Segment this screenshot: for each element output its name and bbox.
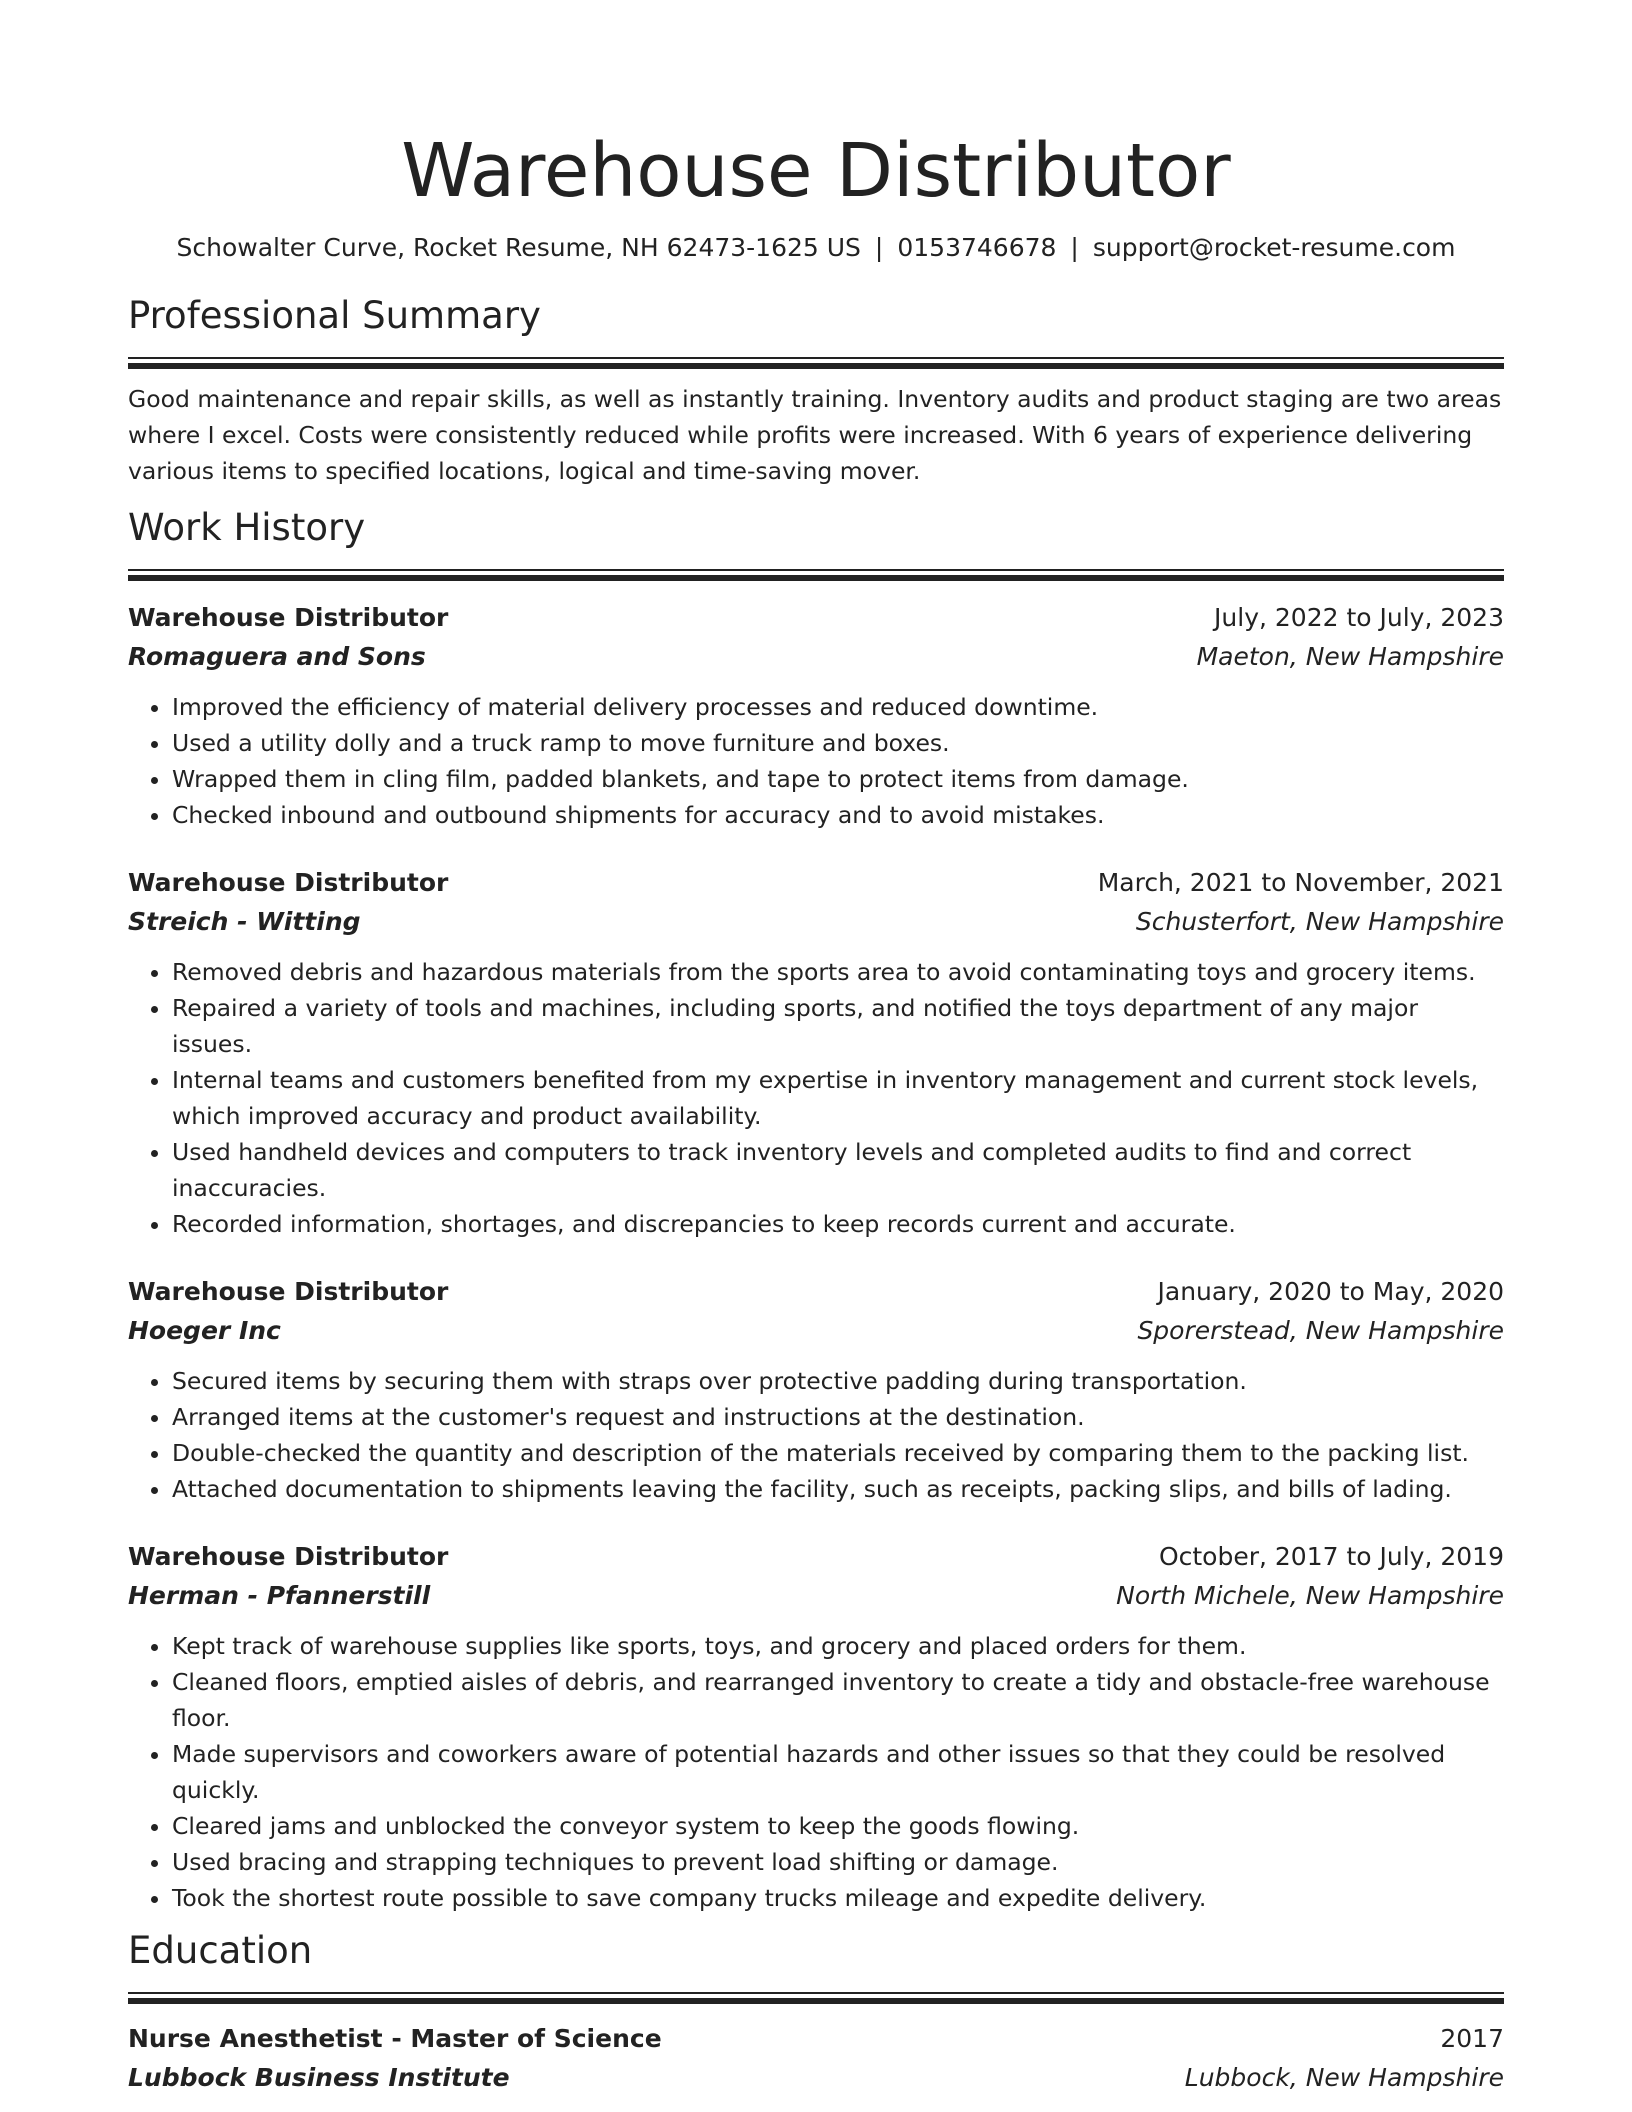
job-dates: January, 2020 to May, 2020 [1157,1277,1504,1306]
job-company: Romaguera and Sons [128,642,426,671]
job-company-row [128,1576,1504,1616]
education-entry [128,2020,1504,2098]
job-bullet: • Checked inbound and outbound shipments for accuracy and to avoid mistakes. [172,797,1504,833]
job-bullet: • Removed debris and hazardous materials from the sports area to avoid contaminating toys and grocery items. [172,954,1504,990]
job-title: Warehouse Distributor [128,1277,449,1306]
education-header-row [128,2020,1504,2058]
job-bullet: • Kept track of warehouse supplies like sports, toys, and grocery and placed orders for them. [172,1628,1504,1664]
contact-separator: | [874,233,884,262]
summary-text: Good maintenance and repair skills, as well as instantly training. Inventory audits and product staging are two areas where I excel. Costs were consistently reduced while profits were increased. With 6 years of experience delivering various items to specified locations, logical and time-saving mover. [128,385,1502,485]
section-title-work-history: Work History [128,506,366,549]
job-header-row [128,864,1504,902]
education-year: 2017 [1440,2024,1504,2053]
contact-address: Schowalter Curve, Rocket Resume, NH 62473-1625 US [176,233,861,262]
job-company-row [128,1311,1504,1351]
job-company-row [128,637,1504,677]
job-title: Warehouse Distributor [128,1542,449,1571]
job-bullet: • Wrapped them in cling film, padded blankets, and tape to protect items from damage. [172,761,1504,797]
job-entry [128,864,1504,1242]
job-bullet: • Arranged items at the customer's request and instructions at the destination. [172,1399,1504,1435]
job-entry [128,1273,1504,1507]
education-list [128,2020,1504,2098]
job-bullet: • Made supervisors and coworkers aware of potential hazards and other issues so that they could be resolved quickly. [172,1736,1504,1808]
section-divider [128,569,1504,581]
job-dates: October, 2017 to July, 2019 [1158,1542,1504,1571]
job-bullet-list [128,1363,1504,1507]
job-company: Hoeger Inc [128,1316,281,1345]
job-bullet: • Improved the efficiency of material delivery processes and reduced downtime. [172,689,1504,725]
job-bullet: • Repaired a variety of tools and machines, including sports, and notified the toys department of any major issues. [172,990,1504,1062]
job-bullet-list [128,1628,1504,1916]
job-title: Warehouse Distributor [128,603,449,632]
education-school-row [128,2058,1504,2098]
job-header-row [128,599,1504,637]
job-bullet-list [128,689,1504,833]
job-bullet: • Took the shortest route possible to save company trucks mileage and expedite delivery. [172,1880,1504,1916]
section-divider [128,357,1504,369]
job-location: Sporerstead, New Hampshire [1137,1316,1504,1345]
job-header-row [128,1538,1504,1576]
job-bullet: • Cleared jams and unblocked the conveyor system to keep the goods flowing. [172,1808,1504,1844]
section-divider [128,1992,1504,2004]
education-degree: Nurse Anesthetist - Master of Science [128,2024,662,2053]
job-bullet: • Attached documentation to shipments leaving the facility, such as receipts, packing slips, and bills of lading. [172,1471,1504,1507]
job-location: Schusterfort, New Hampshire [1135,907,1504,936]
job-bullet: • Cleaned floors, emptied aisles of debris, and rearranged inventory to create a tidy and obstacle-free warehouse floor. [172,1664,1504,1736]
job-bullet: • Double-checked the quantity and description of the materials received by comparing them to the packing list. [172,1435,1504,1471]
education-school: Lubbock Business Institute [128,2063,510,2092]
job-bullet: • Used handheld devices and computers to track inventory levels and completed audits to find and correct inaccuracies. [172,1134,1504,1206]
section-title-education: Education [128,1929,313,1972]
job-location: Maeton, New Hampshire [1196,642,1504,671]
job-company: Herman - Pfannerstill [128,1581,431,1610]
contact-separator: | [1070,233,1079,262]
work-history-list [128,599,1504,1916]
job-bullet: • Used bracing and strapping techniques to prevent load shifting or damage. [172,1844,1504,1880]
job-bullet-list [128,954,1504,1242]
resume-name: Warehouse Distributor [401,128,1231,214]
job-bullet: • Internal teams and customers benefited from my expertise in inventory management and current stock levels, which improved accuracy and product availability. [172,1062,1504,1134]
job-header-row [128,1273,1504,1311]
job-entry [128,1538,1504,1916]
contact-phone: 0153746678 [897,233,1057,262]
job-company: Streich - Witting [128,907,361,936]
resume-content [128,0,1504,2098]
job-dates: March, 2021 to November, 2021 [1097,868,1504,897]
education-location: Lubbock, New Hampshire [1184,2063,1504,2092]
job-entry [128,599,1504,833]
contact-line [128,228,1504,268]
job-dates: July, 2022 to July, 2023 [1214,603,1504,632]
job-company-row [128,902,1504,942]
job-bullet: • Used a utility dolly and a truck ramp to move furniture and boxes. [172,725,1504,761]
job-bullet: • Recorded information, shortages, and discrepancies to keep records current and accurate. [172,1206,1504,1242]
job-location: North Michele, New Hampshire [1116,1581,1504,1610]
contact-email: support@rocket-resume.com [1092,233,1456,262]
section-title-summary: Professional Summary [128,294,541,337]
job-title: Warehouse Distributor [128,868,449,897]
job-bullet: • Secured items by securing them with straps over protective padding during transportation. [172,1363,1504,1399]
